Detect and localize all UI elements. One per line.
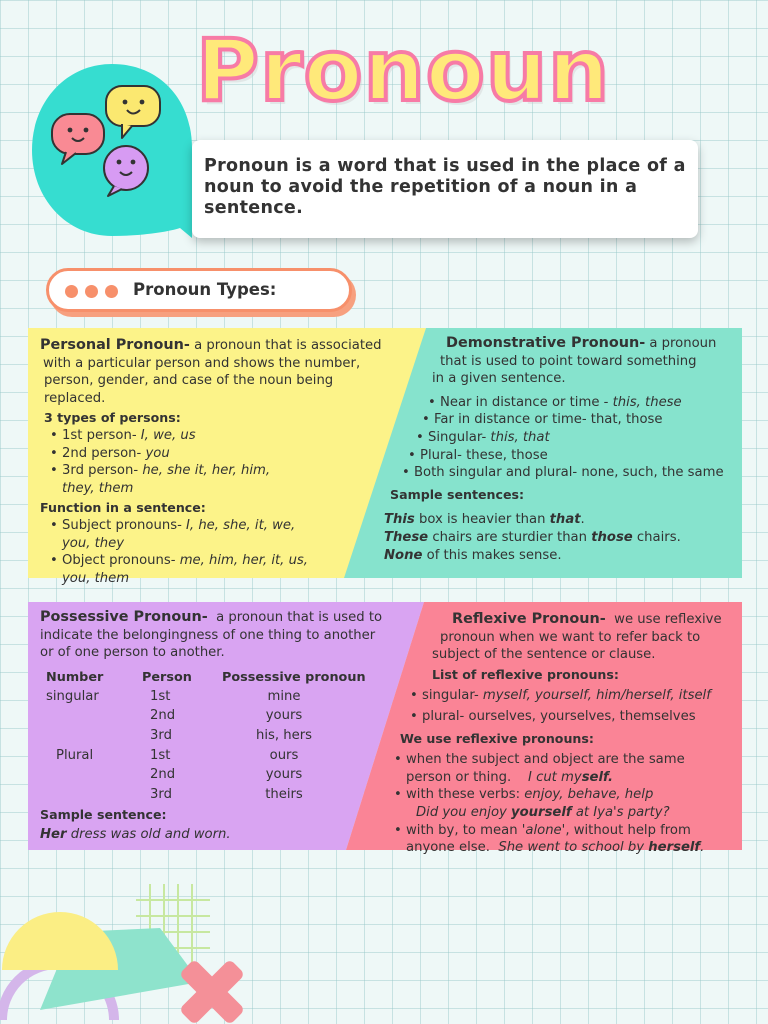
possessive-desc: a pronoun that is used to	[216, 610, 383, 625]
personal-heading: Personal Pronoun-	[40, 337, 190, 353]
possessive-pronoun-panel	[40, 609, 410, 844]
personal-desc: person, gender, and case of the noun being	[44, 373, 334, 389]
table-row: singular 1st mine	[46, 688, 301, 704]
pronoun-types-label: Pronoun Types:	[133, 280, 277, 299]
list-item: • Plural- these, those	[408, 447, 740, 465]
list-item: • with by, to mean 'alone', without help from anyone else. She went to school by herself.	[394, 822, 740, 857]
demonstrative-desc: a pronoun	[649, 336, 717, 351]
page-title: Pronoun	[196, 21, 611, 121]
personal-desc: replaced.	[44, 390, 106, 406]
list-item: • Near in distance or time - this, these	[428, 394, 740, 412]
reflexive-list-title: List of reflexive pronouns:	[432, 666, 619, 682]
list-item: • with these verbs: enjoy, behave, help Did you enjoy yourself at Iya's party?	[394, 786, 740, 821]
types-of-persons-title: 3 types of persons:	[44, 410, 181, 426]
list-item: • 2nd person- you	[50, 445, 410, 463]
table-row: Plural 1st ours	[56, 747, 299, 763]
list-item: • Both singular and plural- none, such, the same	[402, 464, 740, 482]
reflexive-desc: we use reflexive	[614, 612, 722, 627]
sample-sentence: These chairs are sturdier than those chairs.	[384, 529, 681, 545]
reflexive-pronoun-panel	[396, 611, 740, 857]
demonstrative-desc: in a given sentence.	[432, 371, 566, 387]
sample-sentence: None of this makes sense.	[384, 547, 562, 563]
possessive-desc: or of one person to another.	[40, 645, 225, 661]
list-item: • plural- ourselves, yourselves, themselves	[410, 708, 740, 726]
table-row: 3rd theirs	[150, 786, 303, 802]
definition-box: Pronoun is a word that is used in the place of a noun to avoid the repetition of a noun in a sentence.	[192, 140, 698, 238]
demonstrative-pronoun-panel	[384, 335, 740, 564]
list-item: • Subject pronouns- I, he, she, it, we, you, they	[50, 517, 410, 552]
reflexive-use-title: We use reflexive pronouns:	[400, 730, 594, 746]
possessive-desc: indicate the belongingness of one thing to another	[40, 627, 376, 643]
table-row: 2nd yours	[150, 767, 303, 783]
list-item: • when the subject and object are the same person or thing. I cut myself.	[394, 751, 740, 786]
table-header: Number	[46, 669, 104, 685]
decorative-shapes	[0, 870, 260, 1024]
reflexive-desc: pronoun when we want to refer back to	[440, 629, 701, 645]
sample-sentences-title: Sample sentences:	[390, 486, 525, 502]
personal-desc: a pronoun that is associated	[194, 338, 382, 353]
table-row: 2nd yours	[150, 708, 303, 724]
table-row: 3rd his, hers	[150, 727, 313, 743]
reflexive-desc: subject of the sentence or clause.	[432, 647, 656, 663]
sample-sentence: This box is heavier than that.	[384, 512, 585, 528]
reflexive-heading: Reflexive Pronoun-	[452, 611, 606, 627]
demonstrative-desc: that is used to point toward something	[440, 353, 697, 369]
list-item: • singular- myself, yourself, him/herself, itself	[410, 687, 740, 705]
possessive-table	[46, 668, 382, 806]
sample-sentence-title: Sample sentence:	[40, 807, 167, 823]
personal-pronoun-panel	[40, 337, 410, 587]
demonstrative-heading: Demonstrative Pronoun-	[446, 335, 646, 351]
list-item: • 1st person- I, we, us	[50, 427, 410, 445]
table-header: Possessive pronoun	[222, 669, 366, 685]
possessive-heading: Possessive Pronoun-	[40, 609, 208, 625]
table-header: Person	[142, 669, 192, 685]
list-item: • Far in distance or time- that, those	[422, 411, 740, 429]
personal-desc: with a particular person and shows the number,	[43, 355, 361, 371]
list-item: • Singular- this, that	[416, 429, 740, 447]
list-item: • 3rd person- he, she it, her, him, they, them	[50, 462, 410, 497]
sample-sentence: Her dress was old and worn.	[40, 826, 231, 842]
function-title: Function in a sentence:	[40, 500, 206, 516]
list-item: • Object pronouns- me, him, her, it, us, you, them	[50, 552, 410, 587]
half-circle-icon	[2, 912, 118, 970]
